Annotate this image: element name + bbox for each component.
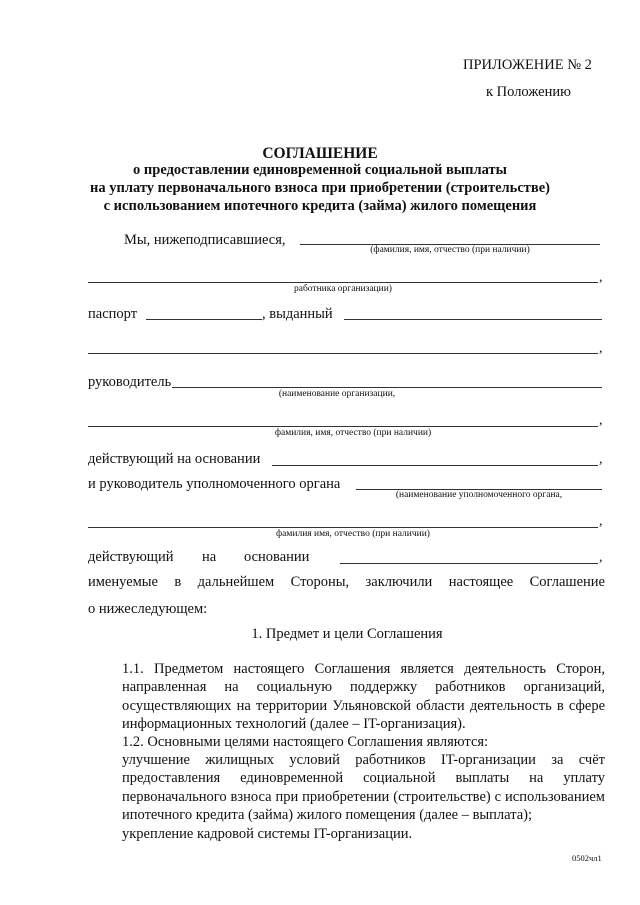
appendix-reference: к Положению [486,84,571,100]
authorized-head-label: и руководитель уполномоченного органа [88,476,341,492]
clause-1-2 [88,733,605,751]
hereinafter-line: именуемые в дальнейшем Стороны, заключили настоящее Соглашение [88,574,605,590]
head-label: руководитель [88,374,172,390]
goal-2 [88,825,605,843]
clause-1-1 [88,660,605,734]
we-undersigned-label: Мы, нижеподписавшиеся, [124,232,286,248]
comma: , [599,413,603,428]
comma: , [599,341,603,356]
head-name-field[interactable] [88,426,598,427]
appendix-number: ПРИЛОЖЕНИЕ № 2 [463,57,592,73]
passport-number-field[interactable] [146,319,262,320]
acting-basis-label: действующий на основании [88,451,261,467]
comma: , [599,514,603,529]
authorized-head-name-field[interactable] [88,527,598,528]
footer-code: 0502чл1 [572,853,602,863]
comma: , [599,550,603,565]
document-subtitle-line3: с использованием ипотечного кредита (займа) жилого помещения [103,198,537,214]
document-subtitle-line1: о предоставлении единовременной социальной выплаты [133,162,507,178]
acting-basis-field[interactable] [272,465,598,466]
organization-name-field[interactable] [172,387,602,388]
passport-issuer-field-continued[interactable] [88,353,598,354]
head-name-caption: фамилия, имя, отчество (при наличии) [274,428,432,438]
authorized-head-name-caption: фамилия имя, отчество (при наличии) [276,529,430,539]
passport-issuer-field[interactable] [344,319,602,320]
document-subtitle-line2: на уплату первоначального взноса при приобретении (строительстве) [90,180,550,196]
goal-2-text: укрепление кадровой системы IT-организации. [122,826,413,842]
section-heading: 1. Предмет и цели Соглашения [251,626,443,642]
as-follows-line: о нижеследующем: [88,601,208,617]
acting-word: действующий [88,549,174,565]
employee-name-caption: (фамилия, имя, отчество (при наличии) [370,245,530,255]
issued-label: , выданный [262,306,333,322]
comma: , [599,270,603,285]
on-word: на [202,549,217,565]
organization-name-caption: (наименование организации, [278,389,396,399]
goal-1 [88,751,605,825]
comma: , [599,452,603,467]
passport-label: паспорт [88,306,138,322]
authorized-basis-field[interactable] [340,563,598,564]
basis-word: основании [244,549,310,565]
employee-caption: работника организации) [294,284,392,294]
employee-name-field-continued[interactable] [88,282,598,283]
clause-1-2-text: 1.2. Основными целями настоящего Соглашения являются: [122,734,489,750]
document-title: СОГЛАШЕНИЕ [262,145,378,162]
clause-1-1-text: 1.1. Предметом настоящего Соглашения является деятельность Сторон, направленная на социальную поддержку работников организаций, осуществляющих на территории Ульяновской области деятельность в сфере информационных технологий (далее – IT-организация). [122,661,605,733]
goal-1-text: улучшение жилищных условий работников IT-организации за счёт предоставления единовременной социальной выплаты на уплату первоначального взноса при приобретении (строительстве) с использованием ипотечного кредита (займа) жилого помещения (далее – выплата); [122,752,605,824]
authorized-body-caption: (наименование уполномоченного органа, [395,490,563,500]
